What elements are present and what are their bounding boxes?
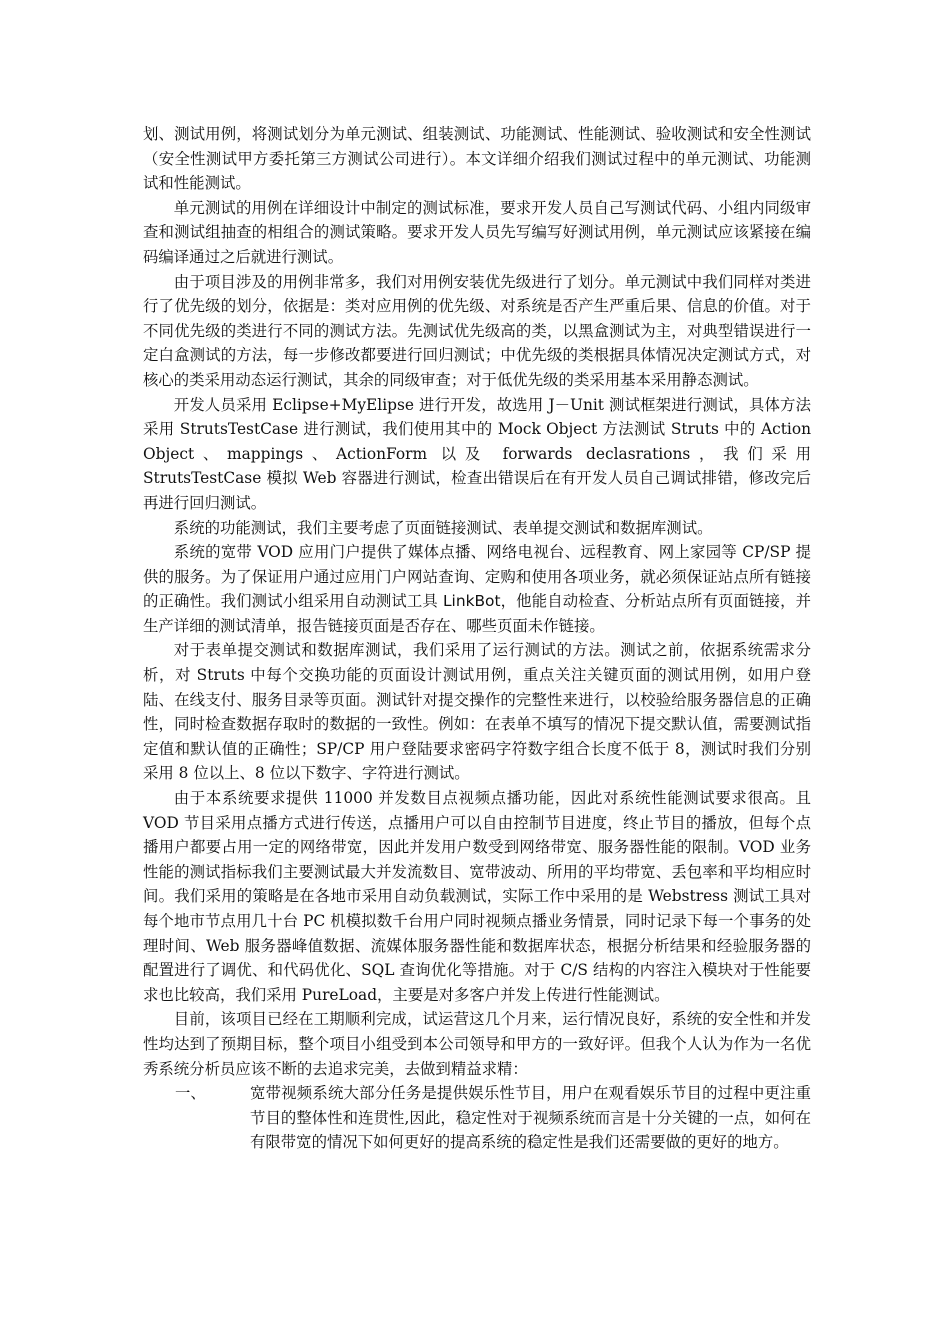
list-marker: 一、 xyxy=(175,1084,206,1103)
paragraph-performance-test: 由于本系统要求提供 11000 并发数目点视频点播功能，因此对系统性能测试要求很高。且 VOD 节目采用点播方式进行传送，点播用户可以自由控制节目进度，终止节目的播放，但每个点播用户都要占用一定的网络带宽，因此并发用户数受到网络带宽、服务器性能的限制。VOD 业务性能的测试指标我们主要测试最大并发流数目、宽带波动、所用的平均带宽、丢包率和平均相应时间。我们采用的策略是在各地市采用自动负载测试，实际工作中采用的是 Webstress 测试工具对每个地市节点用几十台 PC 机模拟数千台用户同时视频点播业务情景，同时记录下每一个事务的处理时间、Web 服务器峰值数据、流媒体服务器性能和数据库状态，根据分析结果和经验服务器的配置进行了调优、和代码优化、SQL 查询优化等措施。对于 C/S 结构的内容注入模块对于性能要求也比较高，我们采用 PureLoad，主要是对多客户并发上传进行性能测试。 xyxy=(143,789,811,1004)
linkbot-tool-name: LinkBot xyxy=(442,592,501,611)
paragraph-dev-tools: 开发人员采用 Eclipse+MyElipse 进行开发，故选用 J－Unit 测试框架进行测试，具体方法采用 StrutsTestCase 进行测试，我们使用其中的 Mock Object 方法测试 Struts 中的 Action Object、mappings、ActionForm 以及 forwards declasrations，我们采用 StrutsTestCase 模拟 Web 容器进行测试，检查出错误后在有开发人员自己调试排错，修改完后再进行回归测试。 xyxy=(143,395,811,512)
link-test-text-after: ，他能自动检查、分析站点所有页面链接，并生产详细的测试清单，报告链接页面是否存在、哪些页面未作链接。 xyxy=(143,592,811,635)
paragraph-priority: 由于项目涉及的用例非常多，我们对用例安装优先级进行了划分。单元测试中我们同样对类进行了优先级的划分，依据是：类对应用例的优先级、对系统是否产生严重后果、信息的价值。对于不同优先级的类进行不同的测试方法。先测试优先级高的类，以黑盒测试为主，对典型错误进行一定白盒测试的方法，每一步修改都要进行回归测试；中优先级的类根据具体情况决定测试方式，对核心的类采用动态运行测试，其余的同级审查；对于低优先级的类采用基本采用静态测试。 xyxy=(143,272,811,389)
list-item-text: 宽带视频系统大部分任务是提供娱乐性节目，用户在观看娱乐节目的过程中更注重节目的整体性和连贯性,因此，稳定性对于视频系统而言是十分关键的一点，如何在有限带宽的情况下如何更好的提高系统的稳定性是我们还需要做的更好的地方。 xyxy=(250,1084,811,1152)
document-page xyxy=(143,122,811,1155)
paragraph-link-test xyxy=(143,540,811,638)
link-test-text-before: 系统的宽带 VOD 应用门户提供了媒体点播、网络电视台、远程教育、网上家园等 CP/SP 提供的服务。为了保证用户通过应用门户网站查询、定购和使用各项业务，就必须保证站点所有链接的正确性。我们测试小组采用自动测试工具 xyxy=(143,543,811,611)
paragraph-continuation: 划、测试用例，将测试划分为单元测试、组装测试、功能测试、性能测试、验收测试和安全性测试（安全性测试甲方委托第三方测试公司进行）。本文详细介绍我们测试过程中的单元测试、功能测试和性能测试。 xyxy=(143,125,811,193)
paragraph-conclusion: 目前，该项目已经在工期顺利完成，试运营这几个月来，运行情况良好，系统的安全性和并发性均达到了预期目标，整个项目小组受到本公司领导和甲方的一致好评。但我个人认为作为一名优秀系统分析员应该不断的去追求完美，去做到精益求精： xyxy=(143,1010,811,1078)
paragraph-functional-test: 系统的功能测试，我们主要考虑了页面链接测试、表单提交测试和数据库测试。 xyxy=(173,518,713,537)
paragraph-unit-test-cases: 单元测试的用例在详细设计中制定的测试标准，要求开发人员自己写测试代码、小组内同级审查和测试组抽查的相组合的测试策略。要求开发人员先写编写好测试用例，单元测试应该紧接在编码编译通过之后就进行测试。 xyxy=(143,198,811,266)
list-item xyxy=(143,1081,811,1155)
paragraph-form-test: 对于表单提交测试和数据库测试，我们采用了运行测试的方法。测试之前，依据系统需求分析，对 Struts 中每个交换功能的页面设计测试用例，重点关注关键页面的测试用例，如用户登陆、在线支付、服务目录等页面。测试针对提交操作的完整性来进行，以校验给服务器信息的正确性，同时检查数据存取时的数据的一致性。例如：在表单不填写的情况下提交默认值，需要测试指定值和默认值的正确性；SP/CP 用户登陆要求密码字符数字组合长度不低于 8，测试时我们分别采用 8 位以上、8 位以下数字、字符进行测试。 xyxy=(143,641,811,783)
